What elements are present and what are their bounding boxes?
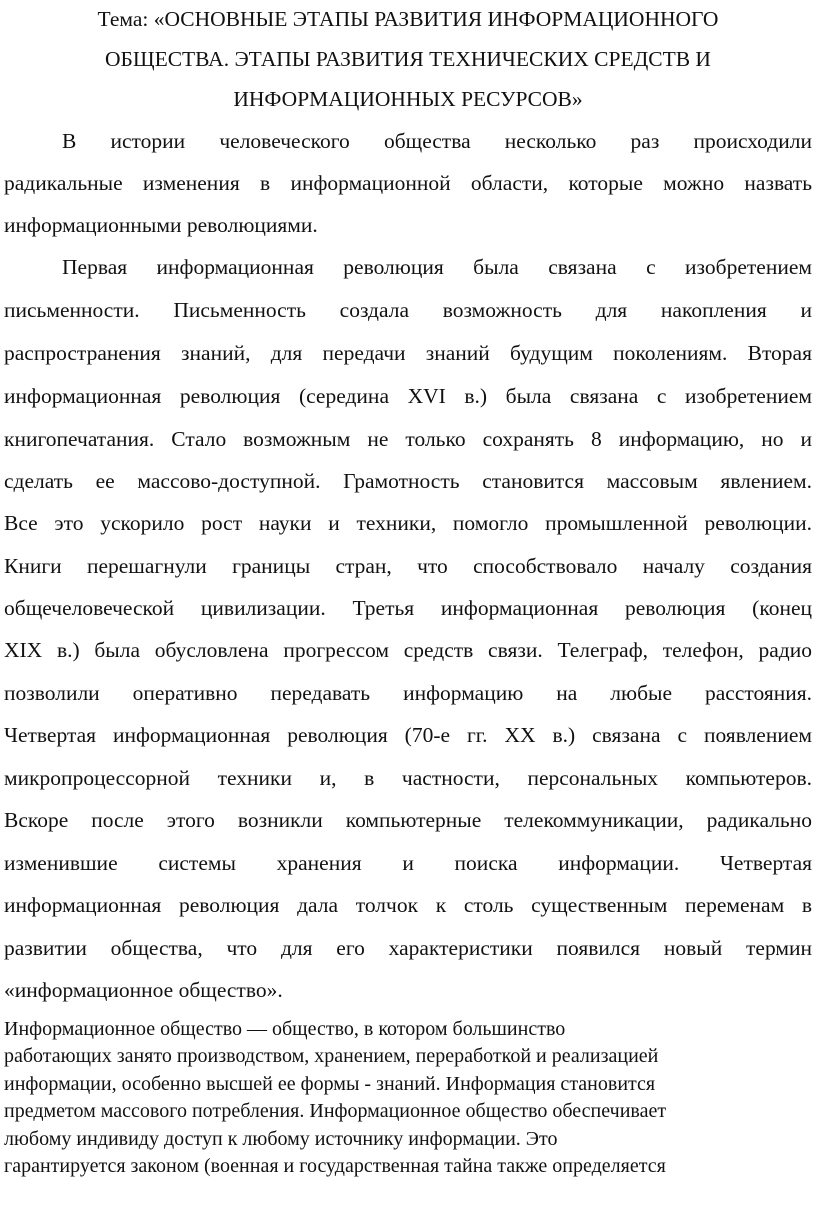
paragraph-line: общечеловеческой цивилизации. Третья информационная революция (конец	[4, 596, 812, 620]
paragraph-line: информационная революция (середина XVI в.) была связана с изобретением	[4, 384, 812, 408]
paragraph-line: изменившие системы хранения и поиска информации. Четвертая	[4, 851, 812, 875]
paragraph-line: любому индивиду доступ к любому источнику информации. Это	[4, 1128, 558, 1150]
paragraph-line: Книги перешагнули границы стран, что способствовало началу создания	[4, 554, 812, 578]
paragraph-line: информационными революциями.	[4, 213, 318, 237]
paragraph-line: В истории человеческого общества несколько раз происходили	[62, 129, 812, 153]
paragraph-line: радикальные изменения в информационной области, которые можно назвать	[4, 171, 812, 195]
paragraph-line: информации, особенно высшей ее формы - знаний. Информация становится	[4, 1073, 656, 1095]
paragraph-line: книгопечатания. Стало возможным не только сохранять 8 информацию, но и	[4, 427, 812, 451]
paragraph-line: позволили оперативно передавать информацию на любые расстояния.	[4, 681, 812, 705]
paragraph-line: работающих занято производством, хранением, переработкой и реализацией	[4, 1045, 659, 1067]
document-title-line: Тема: «ОСНОВНЫЕ ЭТАПЫ РАЗВИТИЯ ИНФОРМАЦИОННОГО	[97, 7, 719, 31]
paragraph-line: информационная революция дала толчок к столь существенным переменам в	[4, 893, 812, 917]
paragraph-line: Все это ускорило рост науки и техники, помогло промышленной революции.	[4, 511, 812, 535]
paragraph-line: «информационное общество».	[4, 978, 283, 1002]
paragraph-line: предметом массового потребления. Информационное общество обеспечивает	[4, 1100, 667, 1122]
paragraph-line: гарантируется законом (военная и государственная тайна также определяется	[4, 1155, 666, 1177]
paragraph-line: письменности. Письменность создала возможность для накопления и	[4, 298, 812, 322]
paragraph-line: развитии общества, что для его характеристики появился новый термин	[4, 936, 812, 960]
document-title-line: ОБЩЕСТВА. ЭТАПЫ РАЗВИТИЯ ТЕХНИЧЕСКИХ СРЕДСТВ И	[105, 47, 711, 71]
paragraph-line: XIX в.) была обусловлена прогрессом средств связи. Телеграф, телефон, радио	[4, 638, 812, 662]
paragraph-line: Информационное общество — общество, в котором большинство	[4, 1018, 566, 1040]
paragraph-line: распространения знаний, для передачи знаний будущим поколениям. Вторая	[4, 341, 812, 365]
paragraph-line: микропроцессорной техники и, в частности, персональных компьютеров.	[4, 766, 812, 790]
paragraph-line: Четвертая информационная революция (70-е гг. XX в.) связана с появлением	[4, 723, 812, 747]
document-title-line: ИНФОРМАЦИОННЫХ РЕСУРСОВ»	[233, 87, 583, 111]
paragraph-line: сделать ее массово-доступной. Грамотность становится массовым явлением.	[4, 469, 812, 493]
paragraph-line: Первая информационная революция была связана с изобретением	[62, 255, 812, 279]
paragraph-line: Вскоре после этого возникли компьютерные телекоммуникации, радикально	[4, 808, 812, 832]
